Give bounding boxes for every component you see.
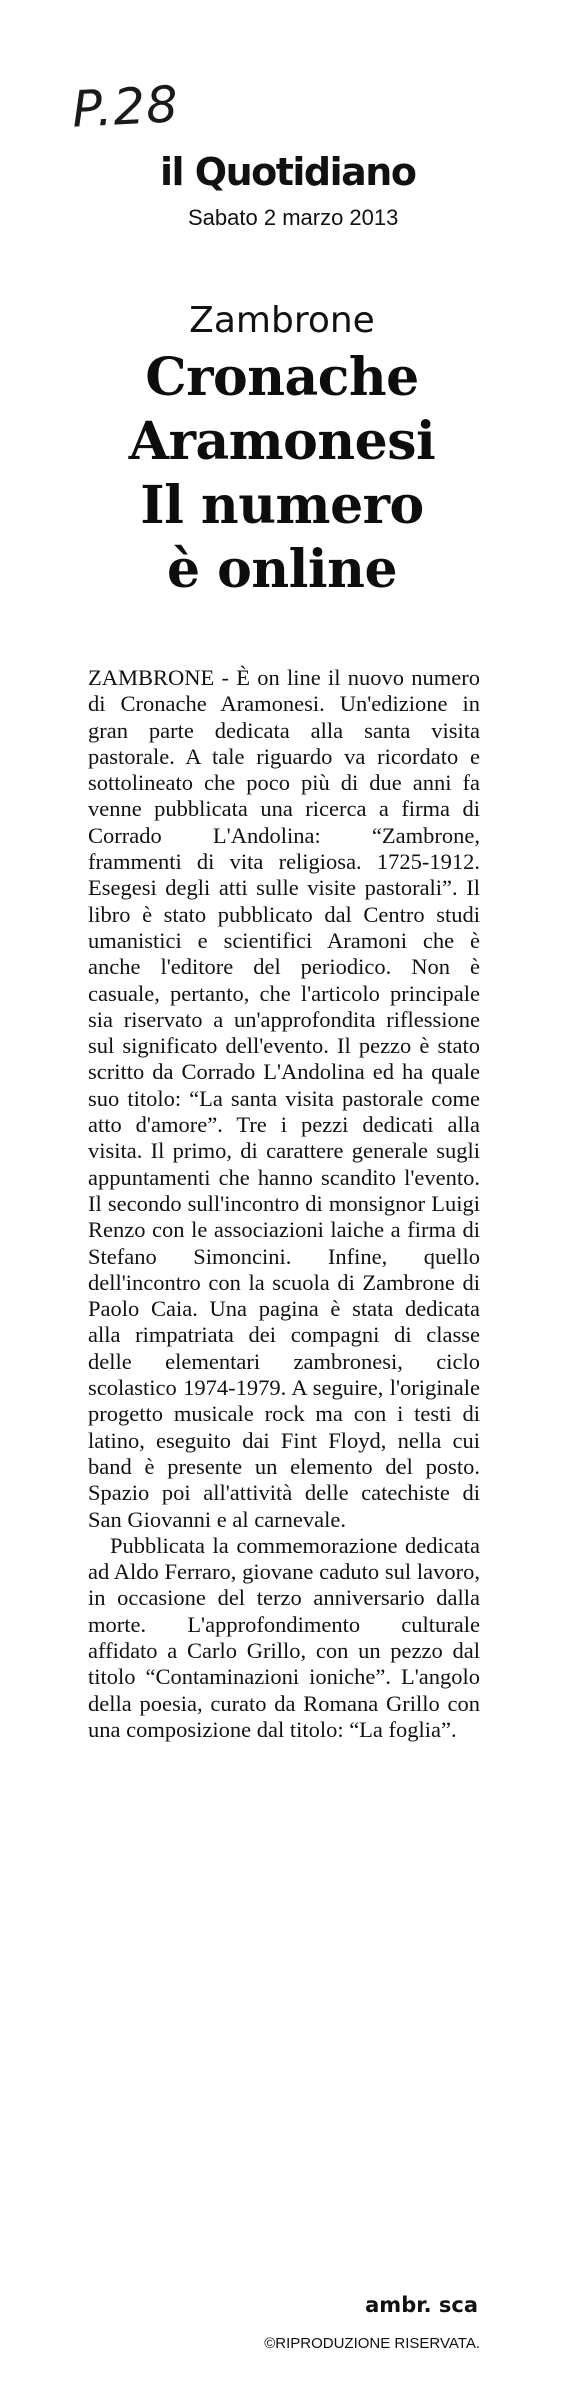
article-paragraph: Pubblicata la commemorazione dedicata ad Aldo Ferraro, giovane caduto sul lavoro, in occasione del terzo anniversario dalla morte. L'approfondimento culturale affidato a Carlo Grillo, con un pezzo dal titolo “Contaminazioni ioniche”. L'angolo della poesia, curato da Romana Grillo con una composizione dal titolo: “La foglia”. xyxy=(88,1532,480,1742)
headline-line: è online xyxy=(166,539,398,600)
handwritten-page-note: P.28 xyxy=(70,75,181,139)
newspaper-masthead: il Quotidiano xyxy=(160,150,416,194)
article-location-kicker: Zambrone xyxy=(189,300,375,341)
headline-line: Cronache xyxy=(145,347,419,408)
copyright-notice: ©RIPRODUZIONE RISERVATA. xyxy=(264,2335,480,2352)
author-signature: ambr. sca xyxy=(365,2293,478,2317)
article-headline xyxy=(0,346,564,602)
article-paragraph: ZAMBRONE - È on line il nuovo numero di Cronache Aramonesi. Un'edizione in gran parte dedicata alla santa visita pastorale. A tale riguardo va ricordato e sottolineato che poco più di due anni fa venne pubblicata una ricerca a firma di Corrado L'Andolina: “Zambrone, frammenti di vita religiosa. 1725-1912. Esegesi degli atti sulle visite pastorali”. Il libro è stato pubblicato dal Centro studi umanistici e scientifici Aramoni che è anche l'editore del periodico. Non è casuale, pertanto, che l'articolo principale sia riservato a un'approfondita riflessione sul significato dell'evento. Il pezzo è stato scritto da Corrado L'Andolina ed ha quale suo titolo: “La santa visita pastorale come atto d'amore”. Tre i pezzi dedicati alla visita. Il primo, di carattere generale sugli appuntamenti che hanno scandito l'evento. Il secondo sull'incontro di monsignor Luigi Renzo con le associazioni laiche a firma di Stefano Simoncini. Infine, quello dell'incontro con la scuola di Zambrone di Paolo Caia. Una pagina è stata dedicata alla rimpatriata dei compagni di classe delle elementari zambronesi, ciclo scolastico 1974-1979. A seguire, l'originale progetto musicale rock ma con i testi di latino, eseguito dai Fint Floyd, nella cui band è presente un elemento del posto. Spazio poi all'attività delle catechiste di San Giovanni e al carnevale. xyxy=(88,665,480,1532)
issue-date: Sabato 2 marzo 2013 xyxy=(188,205,399,230)
headline-line: Aramonesi xyxy=(128,411,436,472)
headline-line: Il numero xyxy=(140,475,424,536)
article-body xyxy=(88,665,480,1743)
